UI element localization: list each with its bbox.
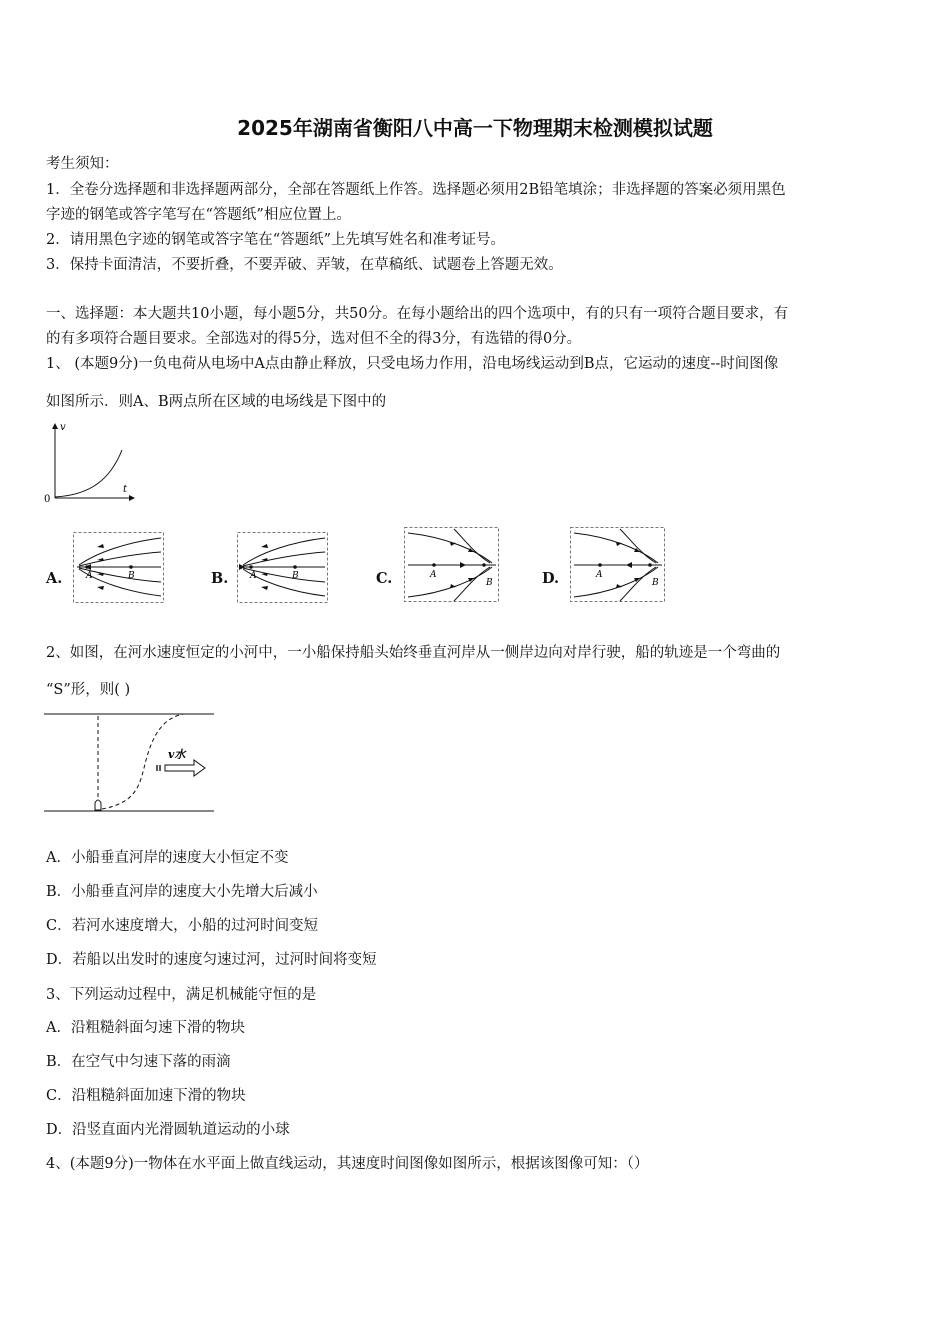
- q1-stem-cont: 如图所示．则A、B两点所在区域的电场线是下图中的: [46, 394, 387, 410]
- q2-stem: 2、如图，在河水速度恒定的小河中，一小船保持船头始终垂直河岸从一侧岸边向对岸行驶，船的轨迹是一个弯曲的: [46, 645, 781, 661]
- water-velocity-label: v水: [168, 748, 186, 761]
- vt-graph: [40, 420, 140, 504]
- v-label: v: [60, 422, 66, 433]
- water-arrow-icon: [165, 760, 205, 776]
- field-diagram-a[interactable]: [73, 532, 165, 604]
- page-title: 2025年湖南省衡阳八中高一下物理期末检测模拟试题: [237, 116, 713, 140]
- boat-icon: [95, 800, 101, 810]
- point-a-label: A: [430, 570, 437, 580]
- notice-item: 1．全卷分选择题和非选择题两部分，全部在答题纸上作答。选择题必须用2B铅笔填涂；非选择题的答案必须用黑色: [46, 182, 786, 198]
- q3-option-c[interactable]: C．沿粗糙斜面加速下滑的物块: [46, 1088, 246, 1104]
- option-a-label[interactable]: A.: [46, 570, 63, 587]
- point-b-label: B: [292, 571, 299, 581]
- field-diagram-d[interactable]: [570, 527, 666, 603]
- notice-item: 字迹的钢笔或答字笔写在“答题纸”相应位置上。: [46, 207, 351, 223]
- option-b-label[interactable]: B.: [211, 570, 229, 587]
- section-heading-cont: 的有多项符合题目要求。全部选对的得5分，选对但不全的得3分，有选错的得0分。: [46, 331, 582, 347]
- q3-stem: 3、下列运动过程中，满足机械能守恒的是: [46, 987, 317, 1003]
- q1-stem: 1、 (本题9分)一负电荷从电场中A点由静止释放，只受电场力作用，沿电场线运动到B点，它运动的速度--时间图像: [46, 356, 779, 372]
- vt-curve: [55, 450, 122, 497]
- q2-option-b[interactable]: B．小船垂直河岸的速度大小先增大后减小: [46, 884, 318, 900]
- q3-option-d[interactable]: D．沿竖直面内光滑圆轨道运动的小球: [46, 1122, 290, 1138]
- point-b-label: B: [486, 578, 493, 588]
- point-b-label: B: [652, 578, 659, 588]
- point-a-label: A: [250, 571, 257, 581]
- t-label: t: [123, 484, 128, 495]
- option-d-label[interactable]: D.: [542, 570, 560, 587]
- point-a-label: A: [596, 570, 603, 580]
- origin-label: 0: [44, 494, 51, 504]
- field-diagram-c[interactable]: [404, 527, 500, 603]
- river-diagram: [44, 708, 216, 816]
- q4-stem: 4、(本题9分)一物体在水平面上做直线运动，其速度时间图像如图所示，根据该图像可知：（）: [46, 1156, 649, 1172]
- notice-item: 3．保持卡面清洁，不要折叠，不要弄破、弄皱，在草稿纸、试题卷上答题无效。: [46, 257, 563, 273]
- point-b-label: B: [128, 571, 135, 581]
- q2-option-c[interactable]: C．若河水速度增大，小船的过河时间变短: [46, 918, 319, 934]
- q3-option-a[interactable]: A．沿粗糙斜面匀速下滑的物块: [46, 1020, 245, 1036]
- q2-option-d[interactable]: D．若船以出发时的速度匀速过河，过河时间将变短: [46, 952, 377, 968]
- notice-item: 2．请用黑色字迹的钢笔或答字笔在“答题纸”上先填写姓名和准考证号。: [46, 232, 506, 248]
- q2-stem-cont: “S”形，则( ): [46, 682, 131, 698]
- option-c-label[interactable]: C.: [376, 570, 393, 587]
- q3-option-b[interactable]: B．在空气中匀速下落的雨滴: [46, 1054, 231, 1070]
- q2-option-a[interactable]: A．小船垂直河岸的速度大小恒定不变: [46, 850, 289, 866]
- point-a-label: A: [86, 571, 93, 581]
- s-trajectory: [102, 714, 184, 809]
- section-heading: 一、选择题：本大题共10小题，每小题5分，共50分。在每小题给出的四个选项中，有的只有一项符合题目要求，有: [46, 306, 789, 322]
- field-diagram-b[interactable]: [237, 532, 329, 604]
- notice-heading: 考生须知：: [46, 156, 119, 172]
